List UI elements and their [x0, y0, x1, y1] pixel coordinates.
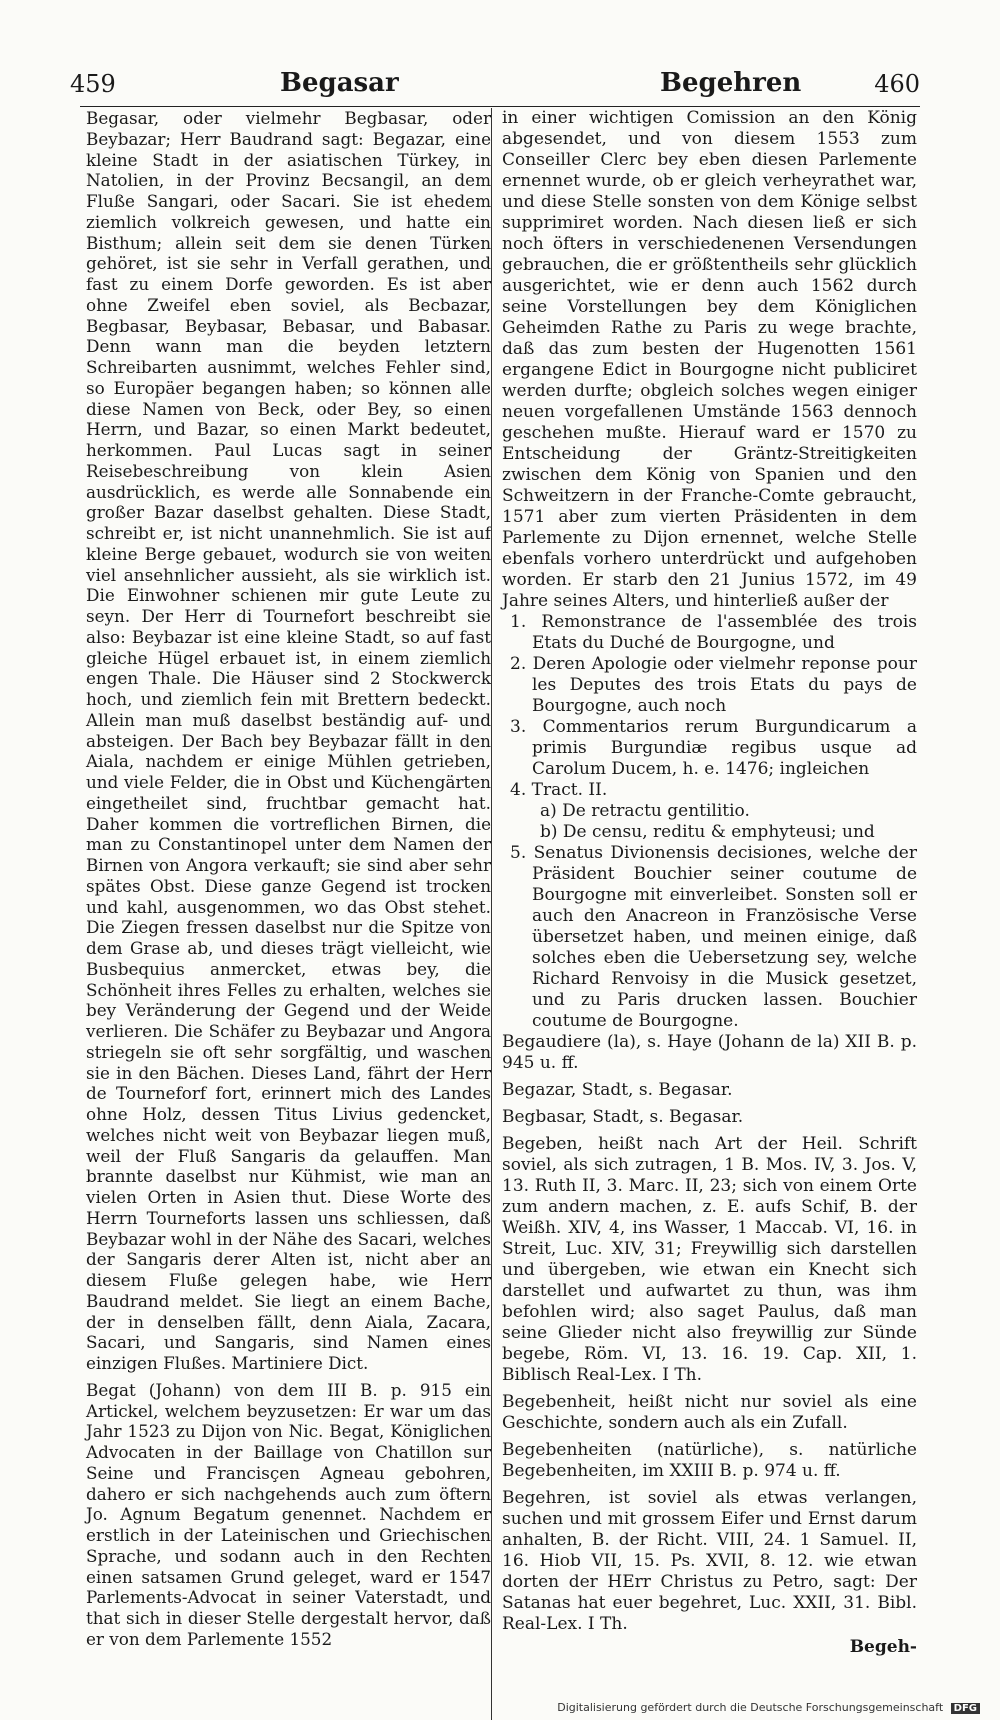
list-item: 4. Tract. II.	[510, 780, 608, 800]
digitization-footer	[557, 1701, 980, 1714]
works-list	[502, 612, 917, 1032]
catchword: Begeh-	[849, 1637, 917, 1657]
entry-begeben: Begeben, heißt nach Art der Heil. Schrift soviel, als sich zutragen, 1 B. Mos. IV, 3. Jos. V, 13. Ruth II, 3. Marc. II, 23; sich von einem Orte zum andern machen, z. E. aufs Schif, B. der Weißh. XIV, 4, ins Wasser, 1 Maccab. VI, 16. in Streit, Luc. XIV, 31; Freywillig sich darstellen und übergeben, wie etwan ein Knecht sich darstellet und aufwartet zu thun, was ihm befohlen wird; also saget Paulus, daß man seine Glieder nicht also freywillig zur Sünde begebe, Röm. VI, 13. 16. 19. Cap. XII, 1. Biblisch Real-Lex. I Th.	[502, 1134, 917, 1385]
list-subitem: a) De retractu gentilitio.	[540, 801, 750, 821]
dfg-logo: DFG	[951, 1703, 980, 1714]
entry-begazar: Begazar, Stadt, s. Begasar.	[502, 1080, 733, 1100]
page-number-left: 459	[70, 70, 116, 98]
list-item: 2. Deren Apologie oder vielmehr reponse pour les Deputes des trois Etats du pays de Bourgogne, auch noch	[510, 654, 917, 716]
right-column	[502, 108, 917, 1658]
entry-begat-continued: in einer wichtigen Comission an den König abgesendet, und von diesem 1553 zum Conseiller Clerc bey eben diesen Parlemente ernennet wurde, ob er gleich verheyrathet war, und diese Stelle sonsten von dem Könige selbst supprimiret worden. Nach diesen ließ er sich noch öfters in verschiedenenen Versendungen gebrauchen, die er größtentheils sehr glücklich ausgerichtet, wie er denn auch 1562 durch seine Vorstellungen bey dem Königlichen Geheimden Rathe zu Paris zu wege brachte, daß das zum besten der Hugenotten 1561 ergangene Edict in Bourgogne nicht publiciret werden durfte; obgleich solches wegen einiger neuen vorgefallenen Umstände 1563 dennoch geschehen mußte. Hierauf ward er 1570 zu Entscheidung der Gräntz-Streitigkeiten zwischen dem König von Spanien und den Schweitzern in der Franche-Comte gebraucht, 1571 aber zum vierten Präsidenten in dem Parlemente zu Dijon ernennet, welche Stelle ebenfals vorhero unterdrückt und aufgehoben worden. Er starb den 21 Junius 1572, im 49 Jahre seines Alters, und hinterließ außer der	[502, 108, 917, 611]
entry-begasar: Begasar, oder vielmehr Begbasar, oder Beybazar; Herr Baudrand sagt: Begazar, eine kleine Stadt in der asiatischen Türkey, in Natolien, in der Provinz Becsangil, an dem Fluße Sangari, oder Sacari. Sie ist ehedem ziemlich volkreich gewesen, und hatte ein Bisthum; allein seit dem sie denen Türken gehöret, ist sie sehr in Verfall gerathen, und fast zu einem Dorfe geworden. Es ist aber ohne Zweifel eben soviel, als Becbazar, Begbasar, Beybasar, Bebasar, und Babasar. Denn wann man die beyden letztern Schreibarten ausnimmt, welches Fehler sind, so Europäer begangen haben; so können alle diese Namen von Beck, oder Bey, so einen Herrn, und Bazar, so einen Markt bedeutet, herkommen. Paul Lucas sagt in seiner Reisebeschreibung von klein Asien ausdrücklich, es werde alle Sonnabende ein großer Bazar daselbst gehalten. Diese Stadt, schreibt er, ist nicht unannehmlich. Sie ist auf kleine Berge gebauet, wodurch sie von weiten viel ansehnlicher aussieht, als sie wirklich ist. Die Einwohner schienen mir gute Leute zu seyn. Der Herr di Tournefort beschreibt sie also: Beybazar ist eine kleine Stadt, so auf fast gleiche Hügel erbauet ist, in einem ziemlich engen Thale. Die Häuser sind 2 Stockwerck hoch, und ziemlich fein mit Brettern bedeckt. Allein man muß daselbst beständig auf- und absteigen. Der Bach bey Beybazar fällt in den Aiala, nachdem er einige Mühlen getrieben, und viele Felder, die in Obst und Küchengärten eingetheilet sind, fruchtbar gemacht hat. Daher kommen die vortreflichen Birnen, die man zu Constantinopel unter dem Namen der Birnen von Angora verkauft; sie sind aber sehr spätes Obst. Diese ganze Gegend ist trocken und kahl, ausgenommen, wo das Obst stehet. Die Ziegen fressen daselbst nur die Spitze von dem Grase ab, und dieses trägt vielleicht, wie Busbequius anmercket, etwas bey, die Schönheit ihres Felles zu erhalten, welches sie bey Veränderung der Gegend und der Weide verlieren. Die Schäfer zu Beybazar und Angora striegeln sie oft sehr sorgfältig, und waschen sie in den Bächen. Dieses Land, fährt der Herr de Tourneforf fort, erinnert mich des Landes ohne Holz, dessen Titus Livius gedencket, welches nicht weit von Beybazar liegen muß, weil der Fluß Sangaris da gelauffen. Man brannte daselbst nur Kühmist, wie man an vielen Orten in Asien thut. Diese Worte des Herrn Tourneforts lassen uns schliessen, daß Beybazar wohl in der Nähe des Sacari, welches der Sangaris derer Alten ist, nicht aber an diesem Fluße gelegen habe, wie Herr Baudrand meldet. Sie liegt an einem Bache, der in denselben fällt, denn Aiala, Zacara, Sacari, und Sangaris, sind Namen eines einzigen Flußes. Martiniere Dict.	[86, 108, 491, 1373]
left-column	[86, 108, 491, 1650]
page-number-right: 460	[874, 70, 920, 98]
entry-begebenheiten: Begebenheiten (natürliche), s. natürliche Begebenheiten, im XXIII B. p. 974 u. ff.	[502, 1440, 917, 1481]
entry-begehren: Begehren, ist soviel als etwas verlangen, suchen und mit grossem Eifer und Ernst darum anhalten, B. der Richt. VIII, 24. 1 Samuel. II, 16. Hiob VII, 15. Ps. XVII, 8. 12. wie etwan dorten der HErr Christus zu Petro, sagt: Der Satanas hat euer begehret, Luc. XXII, 31. Bibl. Real-Lex. I Th.	[502, 1488, 917, 1634]
list-item: 1. Remonstrance de l'assemblée des trois Etats du Duché de Bourgogne, und	[510, 612, 917, 653]
entry-begat: Begat (Johann) von dem III B. p. 915 ein Artickel, welchem beyzusetzen: Er war um das Jahr 1523 zu Dijon von Nic. Begat, Königlichen Advocaten in der Baillage von Chatillon sur Seine und Francisçen Agneau gebohren, dahero er sich nachgehends auch zum öftern Jo. Agnum Begatum genennet. Nachdem er erstlich in der Lateinischen und Griechischen Sprache, und sodann auch in den Rechten einen satsamen Grund geleget, ward er 1547 Parlements-Advocat in seiner Vaterstadt, und that sich in dieser Stelle dergestalt hervor, daß er von dem Parlemente 1552	[86, 1379, 491, 1649]
header-rule	[80, 106, 920, 107]
column-divider	[491, 108, 492, 1720]
list-subitem: b) De censu, reditu & emphyteusi; und	[540, 822, 875, 842]
footer-text: Digitalisierung gefördert durch die Deutsche Forschungsgemeinschaft	[557, 1701, 944, 1714]
running-head-left: Begasar	[280, 68, 399, 98]
running-head-right: Begehren	[660, 68, 802, 98]
entry-begebenheit: Begebenheit, heißt nicht nur soviel als eine Geschichte, sondern auch als ein Zufall.	[502, 1392, 917, 1433]
page-header	[70, 64, 920, 104]
list-item: 5. Senatus Divionensis decisiones, welche der Präsident Bouchier seiner coutume de Bourgogne mit einverleibet. Sonsten soll er auch den Anacreon in Französische Verse übersetzet haben, und meinen einige, daß solches eben die Uebersetzung sey, welche Richard Renvoisy in die Musick gesetzet, und zu Paris drucken lassen. Bouchier coutume de Bourgogne.	[510, 843, 917, 1031]
entry-begaudiere: Begaudiere (la), s. Haye (Johann de la) XII B. p. 945 u. ff.	[502, 1032, 917, 1073]
entry-begbasar: Begbasar, Stadt, s. Begasar.	[502, 1107, 744, 1127]
list-item: 3. Commentarios rerum Burgundicarum a primis Burgundiæ regibus usque ad Carolum Ducem, h. e. 1476; ingleichen	[510, 717, 917, 779]
